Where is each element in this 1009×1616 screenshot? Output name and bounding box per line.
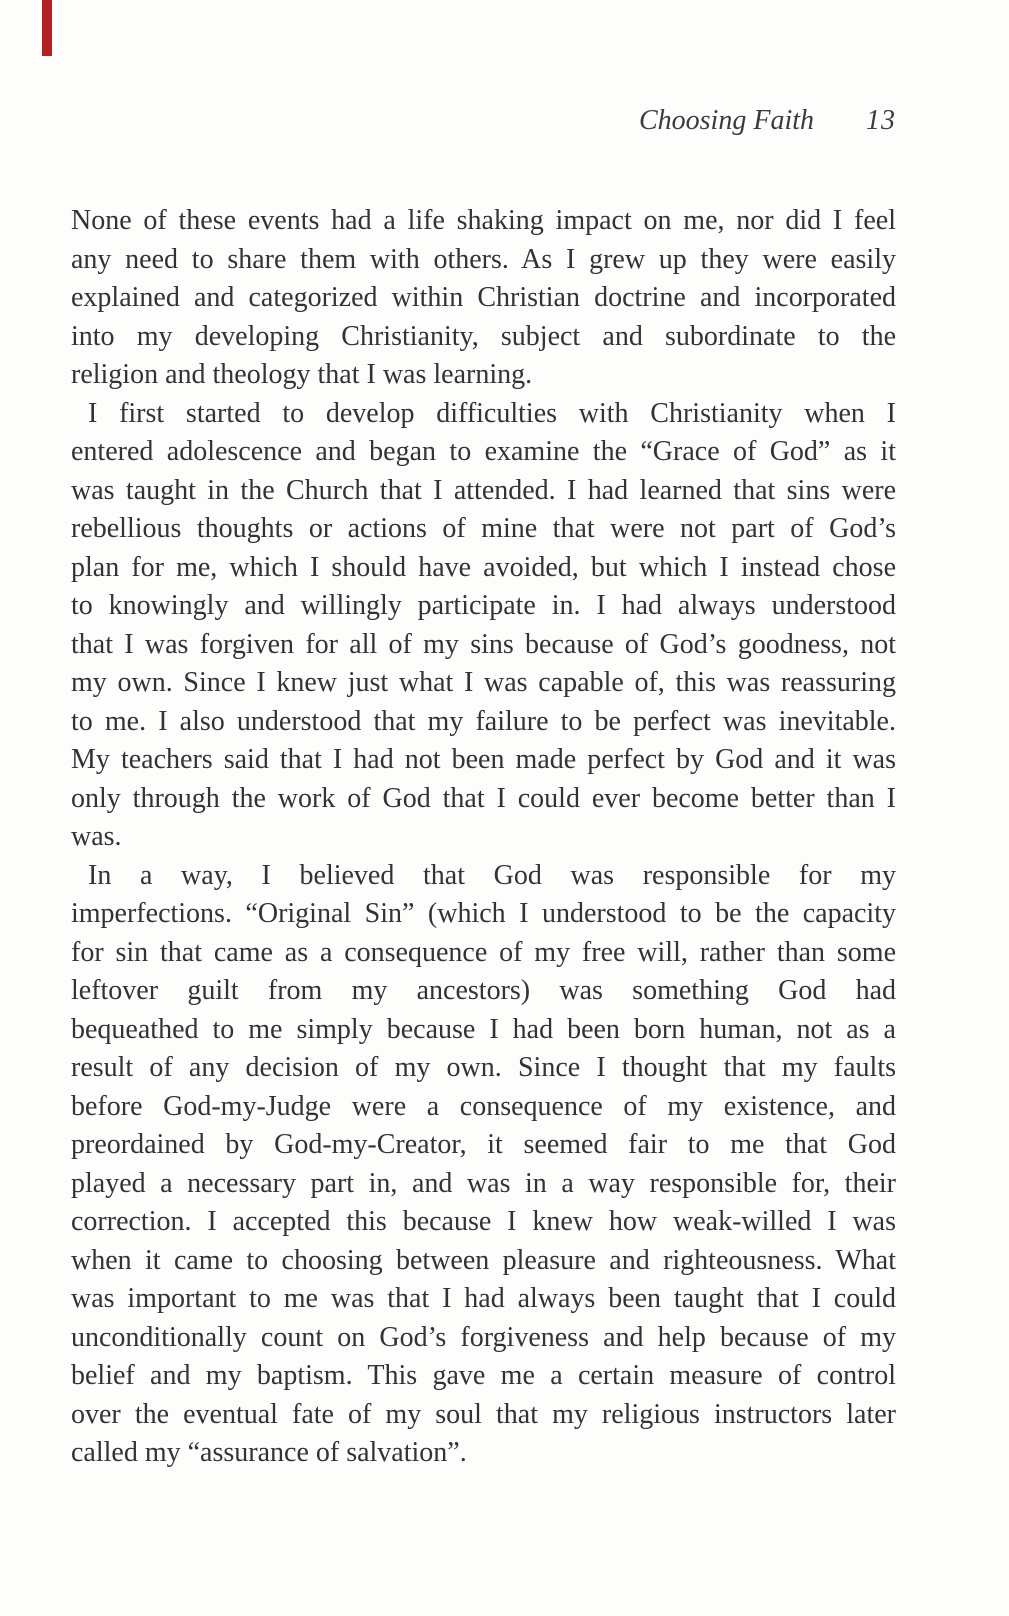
text-line: I first started to develop difficulties with Christianity when I [88, 397, 896, 429]
running-header [71, 104, 896, 138]
running-header-title: Choosing Faith [638, 105, 814, 136]
text-line: to knowingly and willingly participate in. I had always understood [71, 590, 896, 621]
scan-artifact-red-mark [42, 0, 52, 56]
page-body-text [71, 202, 896, 1473]
text-line: correction. I accepted this because I knew how weak-willed I was [71, 1206, 896, 1237]
text-line: entered adolescence and began to examine the “Grace of God” as it [71, 436, 896, 467]
text-line: any need to share them with others. As I grew up they were easily [71, 243, 896, 275]
page-number: 13 [866, 105, 896, 136]
text-line: my own. Since I knew just what I was capable of, this was reassuring [71, 667, 896, 698]
text-line: was. [71, 821, 122, 852]
text-line: unconditionally count on God’s forgiveness and help because of my [71, 1321, 896, 1353]
text-line: bequeathed to me simply because I had been born human, not as a [71, 1013, 896, 1045]
text-line: plan for me, which I should have avoided, but which I instead chose [71, 551, 896, 583]
text-line: rebellious thoughts or actions of mine that were not part of God’s [71, 513, 896, 544]
text-line: to me. I also understood that my failure to be perfect was inevitable. [71, 705, 896, 737]
text-line: before God-my-Judge were a consequence of my existence, and [71, 1090, 896, 1122]
text-line: called my “assurance of salvation”. [71, 1437, 467, 1468]
text-line: over the eventual fate of my soul that my religious instructors later [71, 1398, 896, 1430]
text-line: into my developing Christianity, subject and subordinate to the [71, 320, 896, 352]
text-line: preordained by God-my-Creator, it seemed fair to me that God [71, 1129, 896, 1160]
text-line: was taught in the Church that I attended. I had learned that sins were [71, 474, 896, 506]
text-line: My teachers said that I had not been made perfect by God and it was [71, 744, 896, 775]
text-line: In a way, I believed that God was responsible for my [88, 859, 896, 891]
text-line: belief and my baptism. This gave me a certain measure of control [71, 1360, 896, 1391]
text-line: for sin that came as a consequence of my free will, rather than some [71, 936, 896, 968]
text-line: imperfections. “Original Sin” (which I understood to be the capacity [71, 898, 896, 929]
text-line: None of these events had a life shaking impact on me, nor did I feel [71, 205, 896, 236]
text-line: leftover guilt from my ancestors) was something God had [71, 975, 896, 1006]
text-line: was important to me was that I had always been taught that I could [71, 1283, 896, 1314]
text-line: played a necessary part in, and was in a way responsible for, their [71, 1167, 896, 1199]
text-line: religion and theology that I was learning. [71, 359, 533, 390]
text-line: that I was forgiven for all of my sins because of God’s goodness, not [71, 628, 896, 660]
text-line: only through the work of God that I could ever become better than I [71, 782, 896, 814]
text-line: explained and categorized within Christian doctrine and incorporated [71, 282, 896, 313]
text-line: when it came to choosing between pleasure and righteousness. What [71, 1244, 896, 1276]
text-line: result of any decision of my own. Since I thought that my faults [71, 1052, 896, 1083]
